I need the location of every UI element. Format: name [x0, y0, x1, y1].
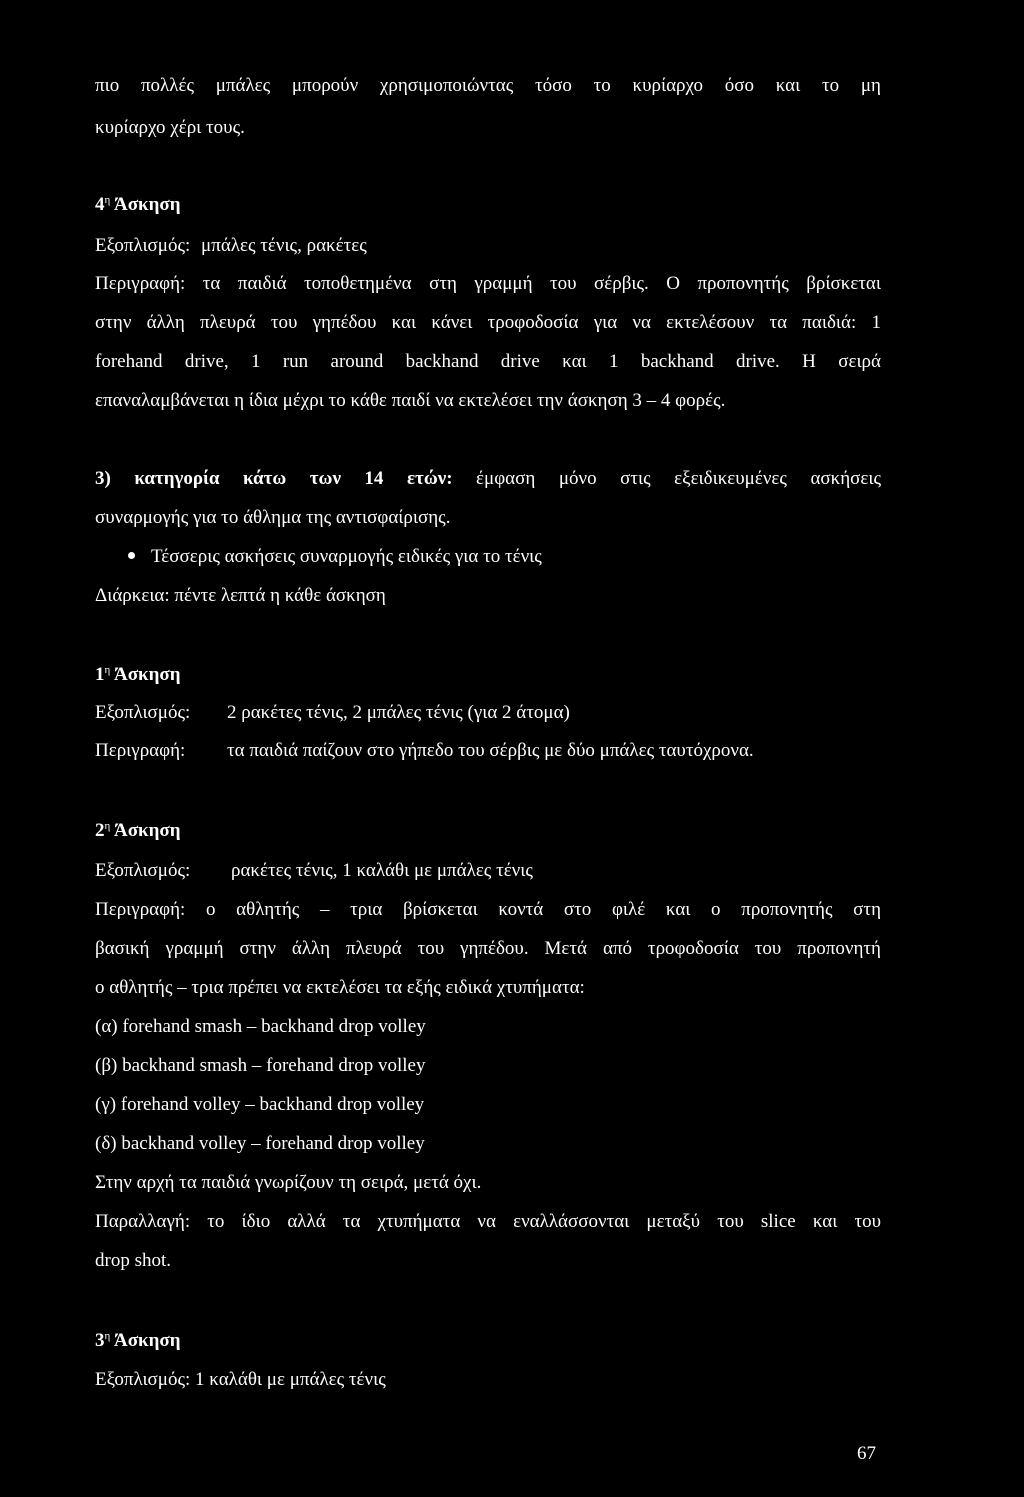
exercise-4-desc-line-3: forehand drive, 1 run around backhand drive και 1 backhand drive. Η σειρά: [95, 351, 881, 372]
category-3-duration: Διάρκεια: πέντε λεπτά η κάθε άσκηση: [95, 585, 386, 606]
page-number: 67: [857, 1443, 876, 1464]
bullet-text: Τέσσερις ασκήσεις συναρμογής ειδικές για το τένις: [151, 546, 542, 567]
category-3-line-1-rest: έμφαση μόνο στις εξειδικευμένες ασκήσεις: [476, 468, 882, 489]
equipment-value: ρακέτες τένις, 1 καλάθι με μπάλες τένις: [231, 860, 533, 881]
category-3-title: 3) κατηγορία κάτω των 14 ετών:: [95, 468, 453, 489]
exercise-4-sup: η: [104, 194, 111, 206]
exercise-4-desc-line-4: επαναλαμβάνεται η ίδια μέχρι το κάθε παιδί να εκτελέσει την άσκηση 3 – 4 φορές.: [95, 390, 726, 411]
equipment-value: 2 ρακέτες τένις, 2 μπάλες τένις (για 2 άτομα): [227, 702, 570, 723]
exercise-4-desc-line-2: στην άλλη πλευρά του γηπέδου και κάνει τροφοδοσία για να εκτελέσουν τα παιδιά: 1: [95, 312, 881, 333]
exercise-1-heading: [95, 661, 181, 689]
equipment-value: μπάλες τένις, ρακέτες: [201, 235, 367, 256]
exercise-3-equipment: [95, 1366, 386, 1394]
list-item: (β) backhand smash – forehand drop volley: [95, 1055, 426, 1076]
category-3-line-1: [95, 465, 881, 493]
exercise-2-sup: η: [104, 820, 111, 832]
category-3-bullet-item: [128, 543, 542, 571]
list-item: (δ) backhand volley – forehand drop volley: [95, 1133, 425, 1154]
exercise-2-variation-line-1: Παραλλαγή: το ίδιο αλλά τα χτυπήματα να εναλλάσσονται μεταξύ του slice και του: [95, 1211, 881, 1232]
exercise-1-title: Άσκηση: [113, 664, 181, 685]
exercise-3-heading: [95, 1327, 181, 1355]
bullet-icon: [128, 552, 135, 559]
exercise-2-desc-line-2: βασική γραμμή στην άλλη πλευρά του γηπέδου. Μετά από τροφοδοσία του προπονητή: [95, 938, 881, 959]
exercise-4-desc-line-1: Περιγραφή: τα παιδιά τοποθετημένα στη γραμμή του σέρβις. Ο προπονητής βρίσκεται: [95, 273, 881, 294]
exercise-4-equipment: [95, 232, 367, 260]
intro-line-1: πιο πολλές μπάλες μπορούν χρησιμοποιώντας τόσο το κυρίαρχο όσο και το μη: [95, 75, 881, 96]
intro-line-2: κυρίαρχο χέρι τους.: [95, 117, 245, 138]
exercise-3-number: 3: [95, 1330, 105, 1351]
description-label: Περιγραφή:: [95, 740, 186, 761]
exercise-1-sup: η: [104, 664, 111, 676]
exercise-2-variation-line-2: drop shot.: [95, 1250, 171, 1271]
exercise-2-desc-line-1: Περιγραφή: ο αθλητής – τρια βρίσκεται κοντά στο φιλέ και ο προπονητής στη: [95, 899, 881, 920]
equipment-label: Εξοπλισμός:: [95, 860, 191, 881]
exercise-4-title: Άσκηση: [113, 194, 181, 215]
exercise-2-note: Στην αρχή τα παιδιά γνωρίζουν τη σειρά, μετά όχι.: [95, 1172, 482, 1193]
exercise-2-number: 2: [95, 820, 105, 841]
exercise-4-heading: [95, 191, 181, 219]
equipment-label: Εξοπλισμός:: [95, 1369, 191, 1390]
exercise-1-equipment: [95, 699, 570, 727]
equipment-label: Εξοπλισμός:: [95, 235, 191, 256]
exercise-2-equipment: [95, 857, 533, 885]
list-item: (γ) forehand volley – backhand drop volley: [95, 1094, 425, 1115]
equipment-value: 1 καλάθι με μπάλες τένις: [195, 1369, 386, 1390]
category-3-line-2: συναρμογής για το άθλημα της αντισφαίρισης.: [95, 507, 451, 528]
exercise-4-number: 4: [95, 194, 105, 215]
list-item: (α) forehand smash – backhand drop volley: [95, 1016, 426, 1037]
exercise-2-heading: [95, 817, 181, 845]
exercise-2-title: Άσκηση: [113, 820, 181, 841]
exercise-3-title: Άσκηση: [113, 1330, 181, 1351]
exercise-1-number: 1: [95, 664, 105, 685]
equipment-label: Εξοπλισμός:: [95, 702, 191, 723]
exercise-3-sup: η: [104, 1330, 111, 1342]
description-value: τα παιδιά παίζουν στο γήπεδο του σέρβις με δύο μπάλες ταυτόχρονα.: [227, 740, 754, 761]
exercise-2-desc-line-3: ο αθλητής – τρια πρέπει να εκτελέσει τα εξής ειδικά χτυπήματα:: [95, 977, 585, 998]
exercise-1-description: [95, 737, 754, 765]
